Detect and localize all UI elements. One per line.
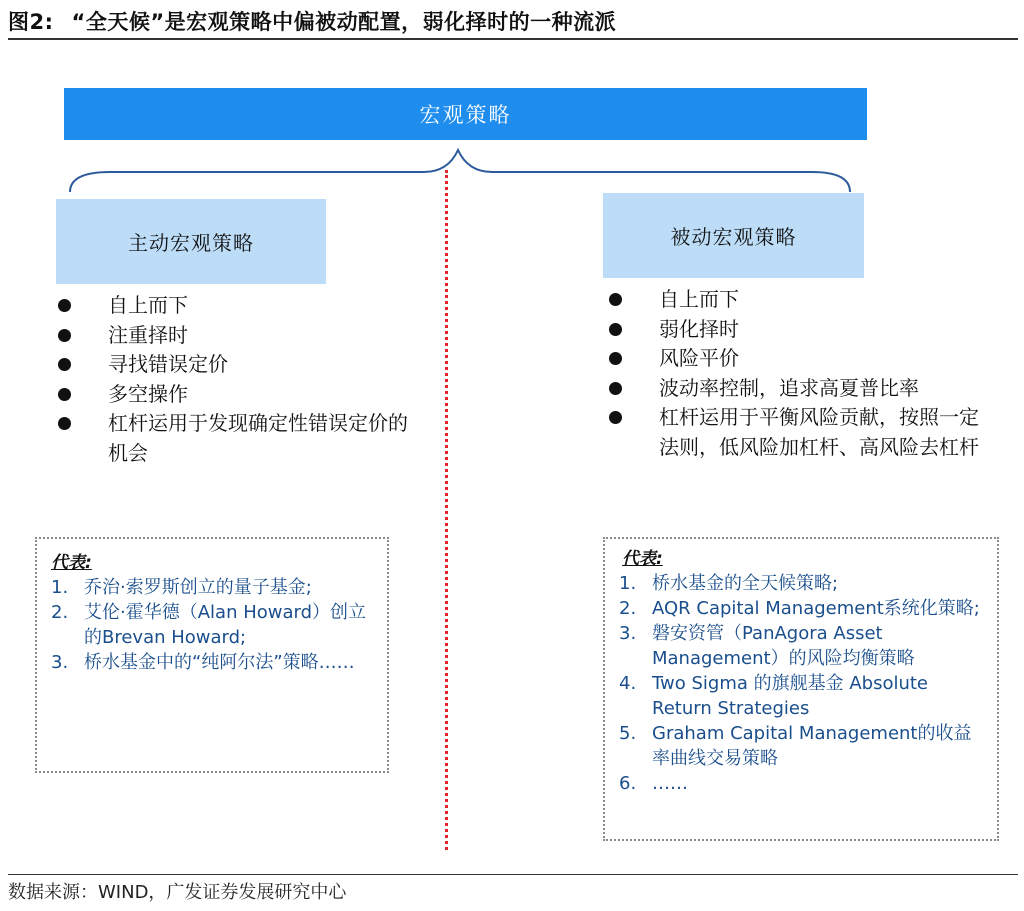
representative-item (619, 621, 989, 671)
bullet-item (58, 291, 408, 321)
representative-item (619, 771, 989, 796)
bullet-text: 杠杆运用于平衡风险贡献，按照一定法则，低风险加杠杆、高风险去杠杆 (659, 405, 979, 459)
item-text: 桥水基金中的“纯阿尔法”策略…… (84, 652, 355, 673)
representative-item (619, 571, 989, 596)
passive-macro-box (603, 193, 864, 278)
item-number: 1. (619, 573, 637, 594)
bullet-text: 波动率控制，追求高夏普比率 (659, 375, 919, 400)
item-text: Two Sigma 的旗舰基金 Absolute Return Strategies (652, 673, 929, 719)
bullet-text: 弱化择时 (659, 316, 739, 341)
passive-representatives-box (603, 537, 999, 841)
bullet-dot-icon (58, 329, 71, 342)
representative-item (51, 650, 376, 675)
bullet-item (58, 409, 408, 468)
bullet-item (609, 374, 989, 404)
item-number: 3. (51, 652, 69, 673)
representatives-list (51, 575, 376, 675)
item-text: AQR Capital Management系统化策略; (652, 598, 980, 619)
bullet-dot-icon (609, 411, 622, 424)
bullet-text: 多空操作 (108, 381, 188, 406)
bullet-item (609, 315, 989, 345)
passive-macro-title: 被动宏观策略 (670, 225, 797, 249)
item-text: 乔治·索罗斯创立的量子基金; (84, 577, 312, 598)
bullet-dot-icon (58, 388, 71, 401)
representative-item (51, 600, 376, 650)
item-text: …… (652, 773, 688, 794)
bullet-dot-icon (609, 293, 622, 306)
item-number: 3. (619, 623, 637, 644)
active-bullet-list (58, 291, 408, 468)
bullet-text: 注重择时 (108, 322, 188, 347)
item-number: 5. (619, 723, 637, 744)
bullet-item (58, 321, 408, 351)
bullet-dot-icon (609, 382, 622, 395)
representatives-list (619, 571, 989, 796)
bullet-dot-icon (609, 352, 622, 365)
bullet-text: 自上而下 (108, 293, 188, 317)
bullet-dot-icon (58, 358, 71, 371)
active-macro-box (56, 199, 326, 284)
item-text: 磐安资管（PanAgora Asset Management）的风险均衡策略 (652, 623, 915, 669)
item-text: 桥水基金的全天候策略; (652, 573, 839, 594)
bullet-text: 杠杆运用于发现确定性错误定价的机会 (108, 411, 408, 465)
bullet-dot-icon (609, 323, 622, 336)
item-number: 2. (619, 598, 637, 619)
bullet-item (58, 380, 408, 410)
source-rule (8, 874, 1018, 875)
active-macro-title: 主动宏观策略 (128, 231, 254, 255)
item-number: 6. (619, 773, 637, 794)
representative-item (619, 596, 989, 621)
representatives-heading: 代表: (622, 549, 663, 569)
active-representatives-box (35, 537, 389, 773)
representatives-heading: 代表: (51, 553, 92, 573)
bullet-dot-icon (58, 299, 71, 312)
item-number: 2. (51, 602, 69, 623)
macro-strategy-label: 宏观策略 (419, 103, 512, 127)
bullet-item (58, 350, 408, 380)
bullet-text: 寻找错误定价 (108, 352, 228, 376)
bullet-dot-icon (58, 417, 71, 430)
figure-number: 图2: (8, 10, 54, 34)
item-text: Graham Capital Management的收益率曲线交易策略 (652, 723, 972, 769)
representative-item (51, 575, 376, 600)
center-divider (445, 170, 448, 850)
bullet-text: 自上而下 (659, 287, 739, 311)
representative-item (619, 671, 989, 721)
bullet-item (609, 285, 989, 315)
item-number: 1. (51, 577, 69, 598)
bullet-item (609, 403, 989, 462)
item-number: 4. (619, 673, 637, 694)
bullet-item (609, 344, 989, 374)
representative-item (619, 721, 989, 771)
item-text: 艾伦·霍华德（Alan Howard）创立的Brevan Howard; (84, 602, 367, 648)
data-source: 数据来源：WIND，广发证券发展研究中心 (8, 882, 347, 903)
passive-bullet-list (609, 285, 989, 462)
bullet-text: 风险平价 (659, 346, 739, 370)
figure-caption: “全天候”是宏观策略中偏被动配置，弱化择时的一种流派 (71, 10, 617, 34)
